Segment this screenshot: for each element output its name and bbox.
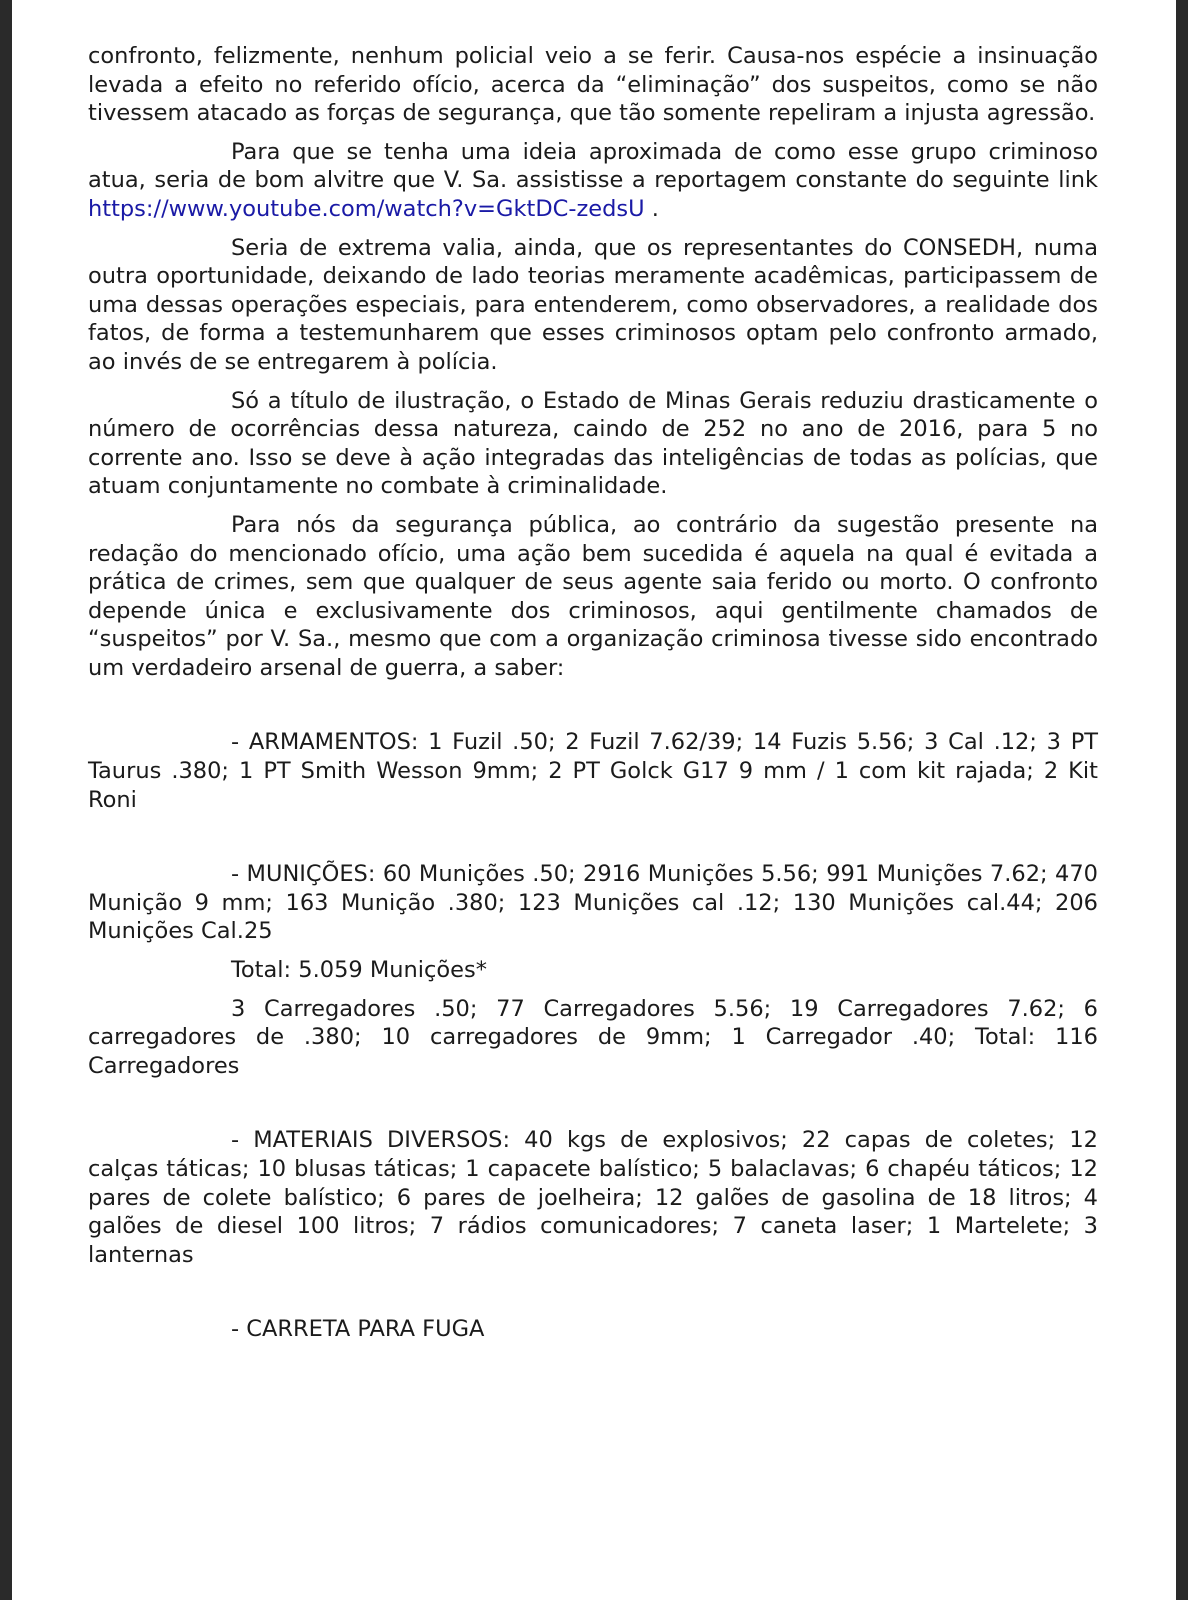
paragraph-seguranca-publica: Para nós da segurança pública, ao contrário da sugestão presente na redação do mencionado ofício, uma ação bem sucedida é aquela na qual é evitada a prática de crimes, sem que qualquer de seus agente saia ferido ou morto. O confronto depende única e exclusivamente dos criminosos, aqui gentilmente chamados de “suspeitos” por V. Sa., mesmo que com a organização criminosa tivesse sido encontrado um verdadeiro arsenal de guerra, a saber: [88,511,1098,681]
left-edge [0,0,12,1600]
list-armamentos: - ARMAMENTOS: 1 Fuzil .50; 2 Fuzil 7.62/39; 14 Fuzis 5.56; 3 Cal .12; 3 PT Taurus .380; 1 PT Smith Wesson 9mm; 2 PT Golck G17 9 mm / 1 com kit rajada; 2 Kit Roni [88,729,1098,813]
item-carreta: - CARRETA PARA FUGA [231,1316,485,1343]
paragraph-consedh: Seria de extrema valia, ainda, que os representantes do CONSEDH, numa outra oportunidade, deixando de lado teorias meramente acadêmicas, participassem de uma dessas operações especiais, para entenderem, como observadores, a realidade dos fatos, de forma a testemunharem que esses criminosos optam pelo confronto armado, ao invés de se entregarem à polícia. [88,234,1098,375]
list-municoes: - MUNIÇÕES: 60 Munições .50; 2916 Munições 5.56; 991 Munições 7.62; 470 Munição 9 mm; 163 Munição .380; 123 Munições cal .12; 130 Munições cal.44; 206 Munições Cal.25 [88,861,1098,945]
right-edge [1176,0,1188,1600]
paragraph-confronto: confronto, felizmente, nenhum policial veio a se ferir. Causa-nos espécie a insinuação levada a efeito no referido ofício, acerca da “eliminação” dos suspeitos, como se não tivessem atacado as forças de segurança, que tão somente repeliram a injusta agressão. [88,43,1098,127]
spacer [88,692,1098,728]
youtube-link[interactable]: https://www.youtube.com/watch?v=GktDC-zedsU [88,195,645,222]
paragraph-link [88,138,1098,224]
spacer [88,1279,1098,1315]
spacer [88,1090,1098,1126]
document-body [88,42,1098,1354]
spacer [88,824,1098,860]
paragraph-link-text: Para que se tenha uma ideia aproximada de como esse grupo criminoso atua, seria de bom alvitre que V. Sa. assistisse a reportagem constante do seguinte link [88,138,1098,194]
list-carregadores: 3 Carregadores .50; 77 Carregadores 5.56; 19 Carregadores 7.62; 6 carregadores de .380; 10 carregadores de 9mm; 1 Carregador .40; Total: 116 Carregadores [88,995,1098,1079]
list-materiais: - MATERIAIS DIVERSOS: 40 kgs de explosivos; 22 capas de coletes; 12 calças táticas; 10 blusas táticas; 1 capacete balístico; 5 balaclavas; 6 chapéu táticos; 12 pares de colete balístico; 6 pares de joelheira; 12 galões de gasolina de 18 litros; 4 galões de diesel 100 litros; 7 rádios comunicadores; 7 caneta laser; 1 Martelete; 3 lanternas [88,1127,1098,1268]
paragraph-link-end: . [644,195,659,222]
total-municoes: Total: 5.059 Munições* [231,957,487,984]
paragraph-minas-gerais: Só a título de ilustração, o Estado de Minas Gerais reduziu drasticamente o número de ocorrências dessa natureza, caindo de 252 no ano de 2016, para 5 no corrente ano. Isso se deve à ação integradas das inteligências de todas as polícias, que atuam conjuntamente no combate à criminalidade. [88,387,1098,500]
